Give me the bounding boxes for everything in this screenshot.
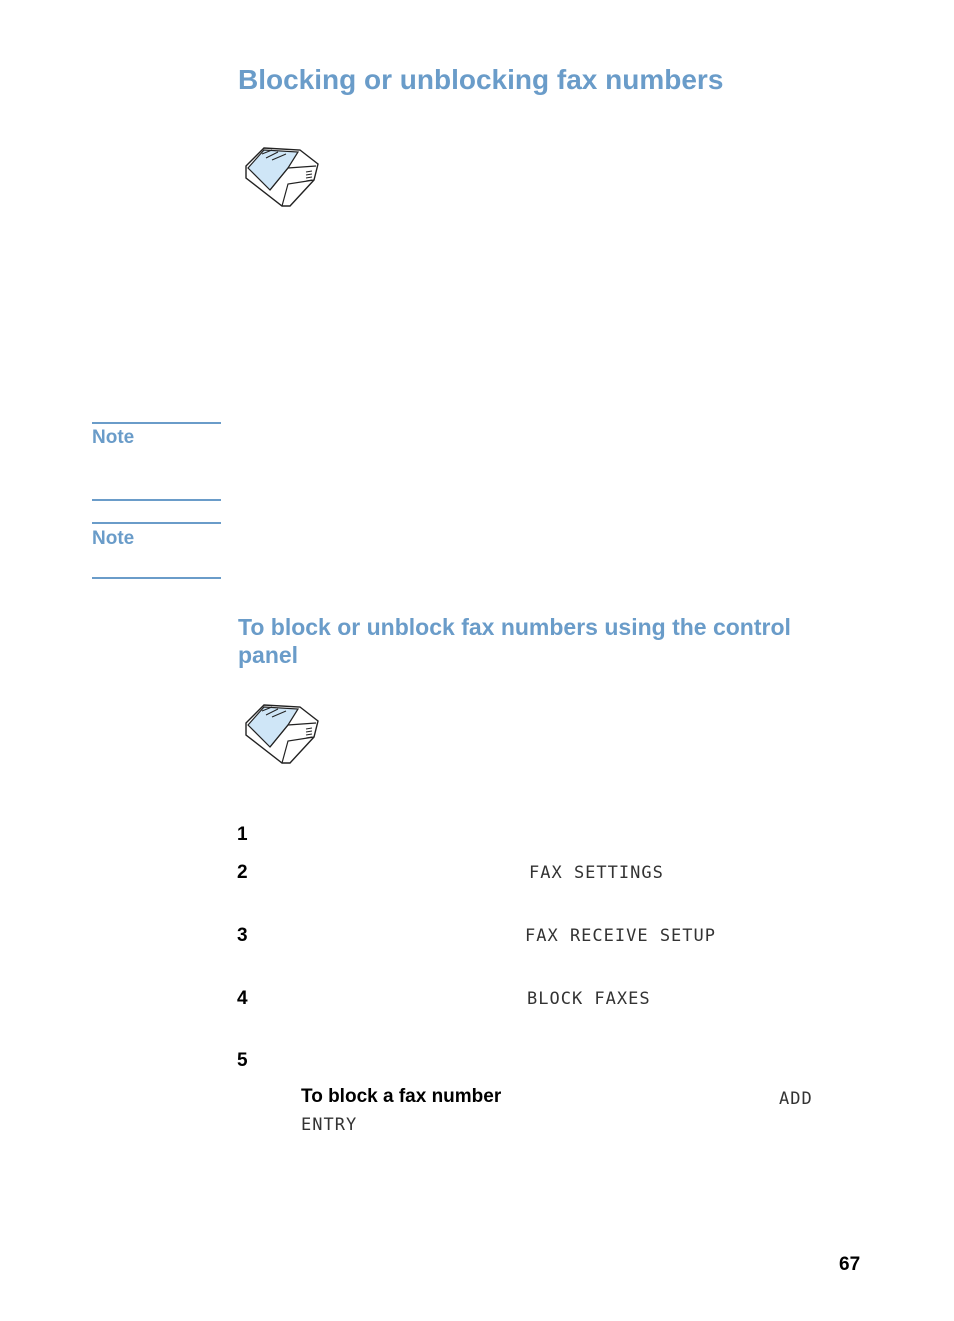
- note-bottom-rule: [92, 499, 221, 501]
- lcd-display-text: FAX RECEIVE SETUP: [525, 926, 716, 946]
- note-top-rule: [92, 522, 221, 524]
- page-title: Blocking or unblocking fax numbers: [238, 64, 724, 95]
- step-number: 1: [237, 824, 248, 845]
- lcd-display-text: ADD: [779, 1089, 813, 1109]
- fax-machine-icon: [242, 697, 322, 772]
- note-bottom-rule: [92, 577, 221, 579]
- step-number: 5: [237, 1050, 248, 1071]
- lcd-display-text: FAX SETTINGS: [529, 863, 664, 883]
- note-label: Note: [92, 528, 135, 549]
- page-number: 67: [839, 1254, 861, 1275]
- step-number: 4: [237, 988, 248, 1009]
- step-number: 2: [237, 862, 248, 883]
- section-title: To block or unblock fax numbers using the control panel: [238, 614, 791, 668]
- lcd-display-text: ENTRY: [301, 1115, 358, 1135]
- substep-label: To block a fax number: [301, 1086, 502, 1107]
- note-label: Note: [92, 427, 135, 448]
- note-top-rule: [92, 422, 221, 424]
- lcd-display-text: BLOCK FAXES: [527, 989, 651, 1009]
- fax-machine-icon: [242, 140, 322, 215]
- step-number: 3: [237, 925, 248, 946]
